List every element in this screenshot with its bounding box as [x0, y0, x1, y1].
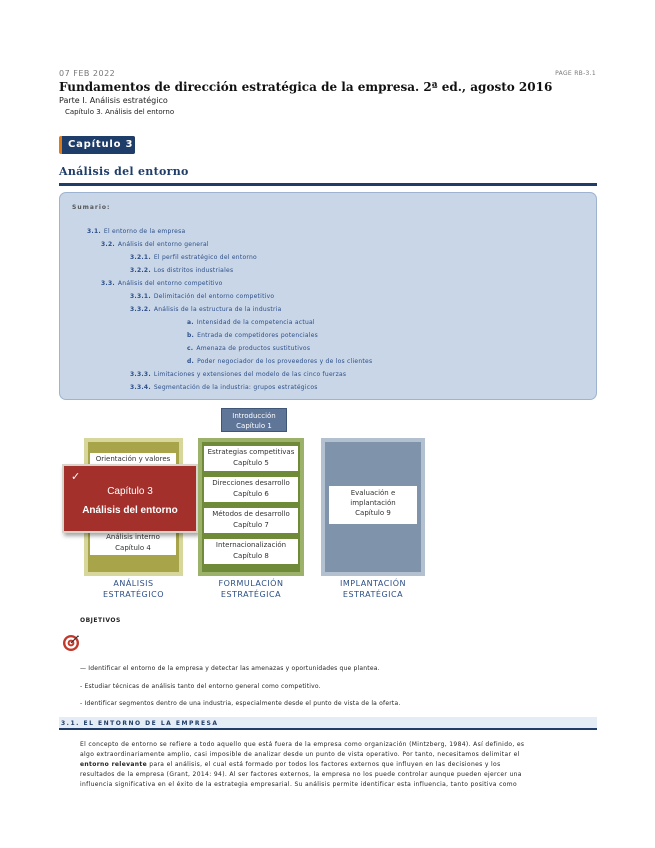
toc-link[interactable] [101, 241, 209, 248]
toc-number: a. [187, 319, 194, 326]
analysis-phase-line2: ESTRATÉGICO [103, 590, 164, 599]
implementation-item [329, 486, 417, 524]
toc-text: Limitaciones y extensiones del modelo de las cinco fuerzas [153, 371, 347, 378]
implementation-phase-line1: IMPLANTACIÓN [339, 579, 406, 588]
implementation-item-line2: implantación [350, 499, 396, 507]
toc-link[interactable] [187, 319, 315, 326]
book-title: Fundamentos de dirección estratégica de la empresa. 2ª ed., agosto 2016 [59, 80, 553, 94]
body-text-line [80, 751, 597, 758]
print-date: 07 FEB 2022 [59, 69, 116, 78]
toc-link[interactable] [101, 280, 223, 287]
toc-number: 3.3. [101, 280, 115, 287]
toc-text: El perfil estratégico del entorno [153, 254, 257, 261]
part-breadcrumb: Parte I. Análisis estratégico [59, 96, 168, 105]
toc-number: 3.2.1. [130, 254, 151, 261]
toc-link[interactable] [130, 306, 282, 313]
heading-rule [59, 183, 597, 186]
toc-link[interactable] [187, 358, 372, 365]
objective-item: - Identificar segmentos dentro de una industria, especialmente desde el punto de vista de la oferta. [80, 700, 401, 707]
internal-analysis-chapter: Capítulo 4 [115, 544, 151, 552]
body-text-line [80, 741, 597, 748]
toc-text: Análisis del entorno general [117, 241, 209, 248]
toc-link[interactable] [187, 345, 310, 352]
chapter-badge-label: Capítulo 3 [62, 136, 135, 154]
formulation-item-chapter: Capítulo 6 [233, 490, 269, 498]
toc-text: Intensidad de la competencia actual [196, 319, 315, 326]
toc-link[interactable] [87, 228, 185, 235]
chapter-badge [59, 136, 135, 154]
formulation-phase-line2: ESTRATÉGICA [220, 590, 282, 599]
body-text-line [80, 771, 597, 778]
toc-link[interactable] [130, 293, 274, 300]
body-text: para el análisis, el cual está formado por todos los factores externos que influyen en las decisiones y los [147, 761, 501, 768]
current-chapter-title: Análisis del entorno [82, 505, 178, 516]
formulation-phase-line1: FORMULACIÓN [218, 579, 284, 588]
section-title: 3.1. EL ENTORNO DE LA EMPRESA [61, 720, 219, 727]
chapter-breadcrumb: Capítulo 3. Análisis del entorno [65, 108, 175, 116]
toc-link[interactable] [130, 267, 233, 274]
toc-link[interactable] [187, 332, 318, 339]
intro-title: Introducción [232, 412, 276, 420]
intro-chapter: Capítulo 1 [236, 422, 272, 430]
intro-box [221, 408, 287, 432]
toc-text: Poder negociador de los proveedores y de los clientes [197, 358, 373, 365]
formulation-item [204, 477, 298, 502]
toc-number: 3.2. [101, 241, 115, 248]
formulation-item-chapter: Capítulo 7 [233, 521, 269, 529]
toc-text: Análisis de la estructura de la industria [153, 306, 282, 313]
formulation-item-label: Estrategias competitivas [207, 448, 295, 456]
body-text: El concepto de entorno se refiere a todo aquello que está fuera de la empresa como organización (Mintzberg, 1984). Así definido, es [80, 741, 525, 748]
target-icon [62, 634, 80, 652]
check-icon: ✓ [71, 470, 81, 483]
formulation-item [204, 508, 298, 533]
toc-text: Delimitación del entorno competitivo [153, 293, 275, 300]
toc-number: 3.1. [87, 228, 101, 235]
internal-analysis-label: Análisis interno [106, 533, 160, 541]
body-text: resultados de la empresa (Grant, 2014: 94). Al ser factores externos, la empresa no los puede controlar aunque pueden ejercer una [80, 771, 522, 778]
toc-number: b. [187, 332, 195, 339]
implementation-item-line1: Evaluación e [350, 489, 396, 497]
orientation-values-label: Orientación y valores [95, 455, 171, 463]
objectives-title: OBJETIVOS [80, 617, 121, 624]
toc-number: c. [187, 345, 194, 352]
toc-number: 3.3.1. [130, 293, 151, 300]
toc-number: d. [187, 358, 195, 365]
toc-link[interactable] [130, 254, 257, 261]
toc-number: 3.3.4. [130, 384, 151, 391]
toc-text: Segmentación de la industria: grupos estratégicos [153, 384, 318, 391]
toc-text: Entrada de competidores potenciales [197, 332, 319, 339]
current-chapter-box [62, 464, 198, 533]
formulation-item-chapter: Capítulo 5 [233, 459, 269, 467]
formulation-item [204, 446, 298, 471]
body-text: algo extraordinariamente amplio, casi imposible de analizar desde un punto de vista operativo. Por tanto, necesitamos delimitar el [80, 751, 520, 758]
internal-analysis-box [90, 530, 176, 555]
formulation-item-label: Métodos de desarrollo [212, 510, 290, 518]
strategy-process-diagram [71, 406, 600, 606]
toc-number: 3.2.2. [130, 267, 151, 274]
toc-text: Análisis del entorno competitivo [117, 280, 223, 287]
formulation-phase-label [198, 578, 304, 600]
objective-item: — Identificar el entorno de la empresa y detectar las amenazas y oportunidades que plantea. [80, 665, 380, 672]
formulation-item-label: Direcciones desarrollo [212, 479, 290, 487]
body-text-line [80, 781, 597, 788]
toc-text: El entorno de la empresa [103, 228, 186, 235]
chapter-heading: Análisis del entorno [59, 165, 189, 178]
implementation-phase-line2: ESTRATÉGICA [342, 590, 404, 599]
analysis-phase-line1: ANÁLISIS [113, 579, 154, 588]
analysis-phase-label [84, 578, 183, 600]
page-reference: PAGE RB-3.1 [555, 70, 596, 77]
toc-number: 3.3.3. [130, 371, 151, 378]
toc-link[interactable] [130, 371, 346, 378]
implementation-phase-label [321, 578, 425, 600]
current-chapter-number: Capítulo 3 [107, 486, 153, 497]
body-text-line [80, 761, 597, 768]
formulation-item-chapter: Capítulo 8 [233, 552, 269, 560]
formulation-item [204, 539, 298, 564]
toc-text: Los distritos industriales [153, 267, 234, 274]
objective-item: - Estudiar técnicas de análisis tanto del entorno general como competitivo. [80, 683, 321, 690]
toc-number: 3.3.2. [130, 306, 151, 313]
toc-text: Amenaza de productos sustitutivos [196, 345, 311, 352]
implementation-item-chapter: Capítulo 9 [355, 509, 391, 517]
body-text-bold: entorno relevante [80, 761, 148, 768]
body-text: influencia significativa en el éxito de la estrategia empresarial. Su análisis permite identificar esta influencia, tanto positiva como [80, 781, 517, 788]
formulation-item-label: Internacionalización [215, 541, 287, 549]
toc-link[interactable] [130, 384, 318, 391]
summary-label: Sumario: [72, 204, 111, 211]
